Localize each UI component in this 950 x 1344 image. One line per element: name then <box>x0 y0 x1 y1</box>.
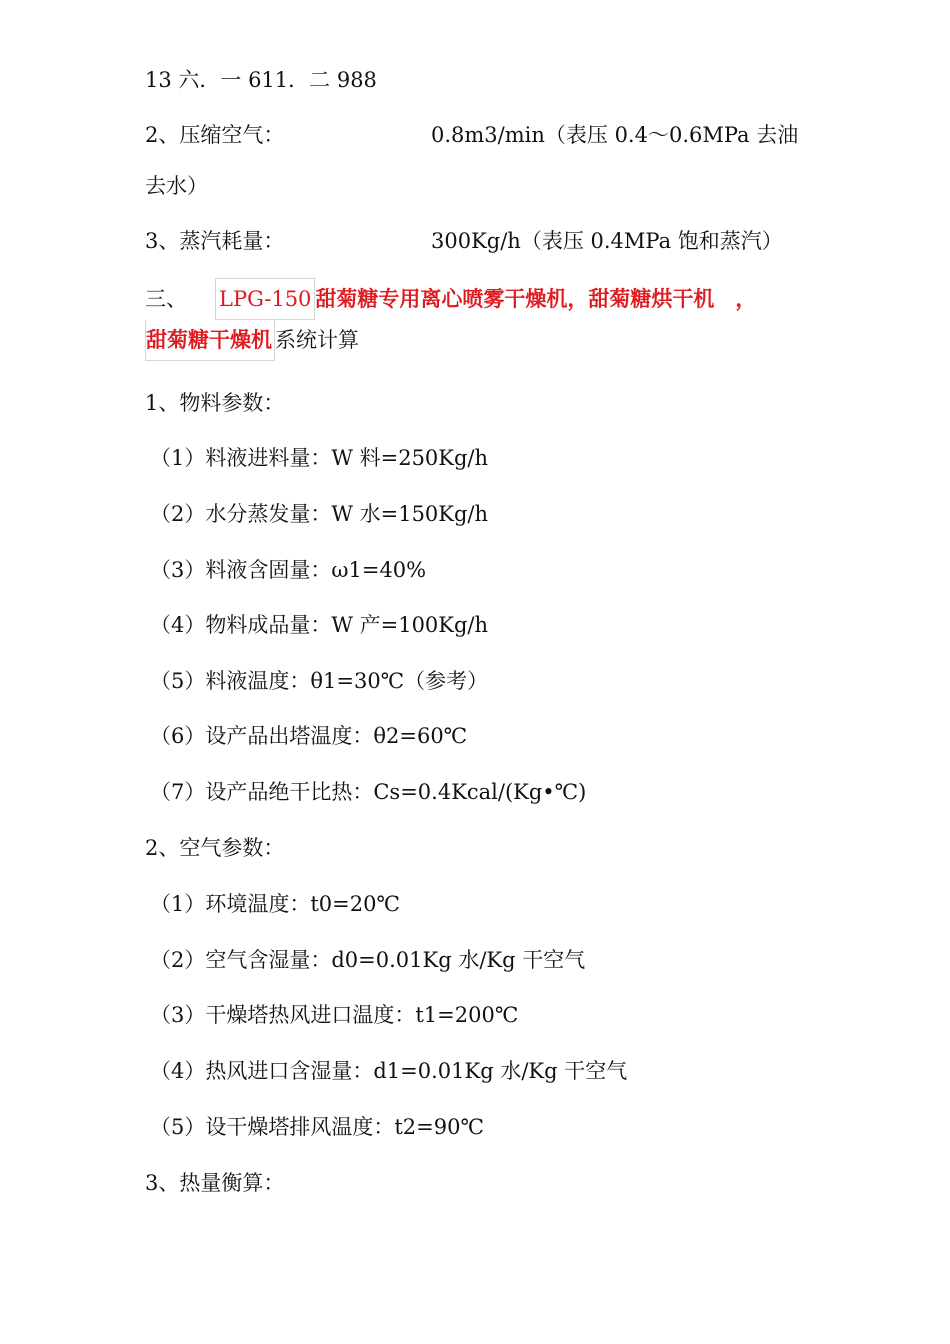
material-item: （5）料液温度：θ1=30℃（参考） <box>150 669 489 693</box>
section-title-line-1 <box>145 278 756 320</box>
compressed-air-label: 2、压缩空气： <box>145 123 285 147</box>
compressed-air-continuation: 去水） <box>145 174 208 198</box>
steam-value: 300Kg/h（表压 0.4MPa 饱和蒸汽） <box>431 229 783 253</box>
air-item: （5）设干燥塔排风温度：t2=90℃ <box>150 1115 484 1139</box>
material-item: （2）水分蒸发量：W 水=150Kg/h <box>150 502 489 526</box>
section-number: 三、 <box>145 287 187 311</box>
model-link[interactable]: LPG-150 <box>215 278 315 320</box>
section-title-tail: 系统计算 <box>275 328 359 352</box>
text-line: 13 六．一 611．二 988 <box>145 68 377 92</box>
air-item: （1）环境温度：t0=20℃ <box>150 892 400 916</box>
steam-label: 3、蒸汽耗量： <box>145 229 285 253</box>
material-item: （1）料液进料量：W 料=250Kg/h <box>150 446 489 470</box>
compressed-air-value: 0.8m3/min（表压 0.4～0.6MPa 去油 <box>431 123 799 147</box>
material-item: （7）设产品绝干比热：Cs=0.4Kcal/(Kg•℃) <box>150 780 587 804</box>
air-item: （3）干燥塔热风进口温度：t1=200℃ <box>150 1003 519 1027</box>
air-heading: 2、空气参数： <box>145 836 285 860</box>
section-title-red-2[interactable]: 甜菊糖干燥机 <box>145 320 275 361</box>
heat-heading: 3、热量衡算： <box>145 1171 285 1195</box>
material-item: （4）物料成品量：W 产=100Kg/h <box>150 613 489 637</box>
section-title-red[interactable]: 甜菊糖专用离心喷雾干燥机，甜菊糖烘干机 ， <box>315 287 757 311</box>
air-item: （2）空气含湿量：d0=0.01Kg 水/Kg 干空气 <box>150 948 586 972</box>
material-heading: 1、物料参数： <box>145 391 285 415</box>
material-item: （3）料液含固量：ω1=40% <box>150 558 427 582</box>
steam-line <box>145 227 825 255</box>
air-item: （4）热风进口含湿量：d1=0.01Kg 水/Kg 干空气 <box>150 1059 628 1083</box>
material-item: （6）设产品出塔温度：θ2=60℃ <box>150 724 468 748</box>
compressed-air-line <box>145 121 825 149</box>
section-title-line-2 <box>145 320 359 361</box>
